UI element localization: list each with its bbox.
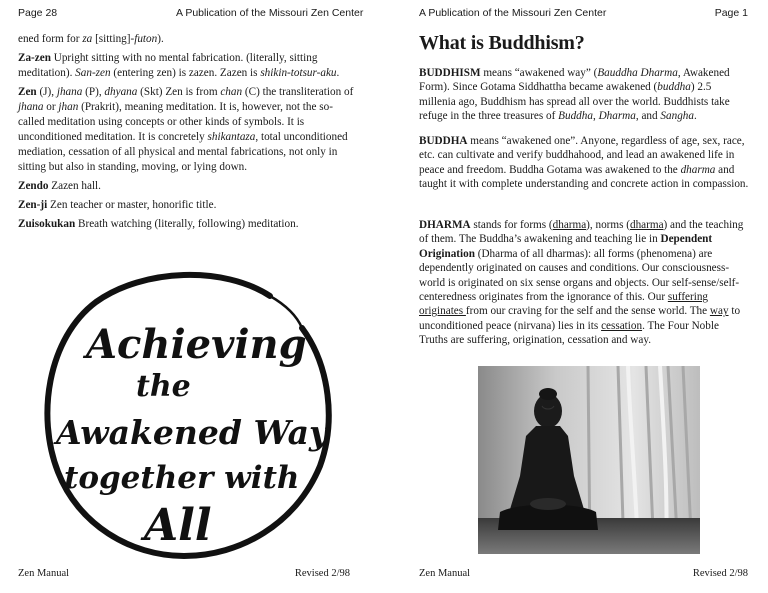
left-running-head: A Publication of the Missouri Zen Center (176, 7, 364, 19)
right-page-number: Page 1 (714, 7, 748, 19)
right-footer-revision: Revised 2/98 (692, 568, 748, 579)
left-footer-title: Zen Manual (18, 568, 70, 579)
calligraphy-line-3: Awakened Way (56, 413, 329, 452)
glossary-entries (18, 51, 354, 236)
buddha-statue-photo (478, 366, 700, 554)
right-page (384, 0, 768, 593)
calligraphy-line-5: All (144, 500, 212, 551)
right-running-head: A Publication of the Missouri Zen Center (419, 7, 607, 19)
right-footer-title: Zen Manual (419, 568, 471, 579)
buddha-paragraph: BUDDHA means “awakened one”. Anyone, regardless of age, sex, race, etc. can cultivate and verify buddhahood, and lead an awakened life in peace and freedom. Buddha Gotama was awakened to the dharma and taught it with complete understanding and concrete action in compassion. (419, 135, 749, 191)
buddha-statue-image (478, 366, 700, 554)
page-title: What is Buddhism? (419, 32, 585, 54)
buddhism-paragraph: BUDDHISM means “awakened way” (Bauddha Dharma, Awakened Form). Since Gotama Siddhattha became awakened (buddha) 2.5 millenia ago, Buddhism has spread all over the world. Buddhists take refuge in the three treasures of Buddha, Dharma, and Sangha. (419, 67, 730, 123)
enso-calligraphy (34, 266, 334, 560)
left-footer-revision: Revised 2/98 (294, 568, 350, 579)
enso-circle-artwork (34, 266, 334, 560)
glossary-entry-zendo: Zendo Zazen hall. (18, 180, 101, 192)
calligraphy-line-2: the (136, 369, 191, 404)
calligraphy-line-4: together with (64, 460, 300, 496)
glossary-continuation: ened form for za [sitting]-futon). (18, 33, 164, 45)
glossary-entry-zenji: Zen-ji Zen teacher or master, honorific title. (18, 199, 217, 211)
dharma-paragraph: DHARMA stands for forms (dharma), norms (dharma) and the teaching of them. The Buddha’s awakening and teaching lie in Dependent Origination (Dharma of all dharmas): all forms (phenomena) are dependently originated on causes and conditions. Our consciousness-world is originated on six sense organs and objects. Our self-sense/self-centeredness originates from the ignorance of this. Our suffering originates from our craving for the self and the sense world. The way to unconditioned peace (nirvana) lies in its cessation. The Four Noble Truths are suffering, origination, cessation and way. (419, 219, 744, 347)
glossary-entry-zazen: Za-zen Upright sitting with no mental fabrication. (literally, sitting meditation). San-zen (entering zen) is zazen. Zazen is shikin-totsur-aku. (18, 52, 340, 79)
glossary-entry-zen: Zen (J), jhana (P), dhyana (Skt) Zen is from chan (C) the transliteration of jhana or jhan (Prakrit), meaning meditation. It is, however, not the so-called meditation using concepts or other kinds of symbols. It is unconditioned meditation. It is concretely shikantaza, total unconditioned mediation, cessation of all physical and mental fabrications, not only in sitting but also in standing, moving, or lying down. (18, 86, 354, 173)
calligraphy-line-1: Achieving (86, 321, 307, 368)
glossary-entry-zuisokukan: Zuisokukan Breath watching (literally, following) meditation. (18, 218, 299, 230)
left-page-number: Page 28 (18, 7, 58, 19)
